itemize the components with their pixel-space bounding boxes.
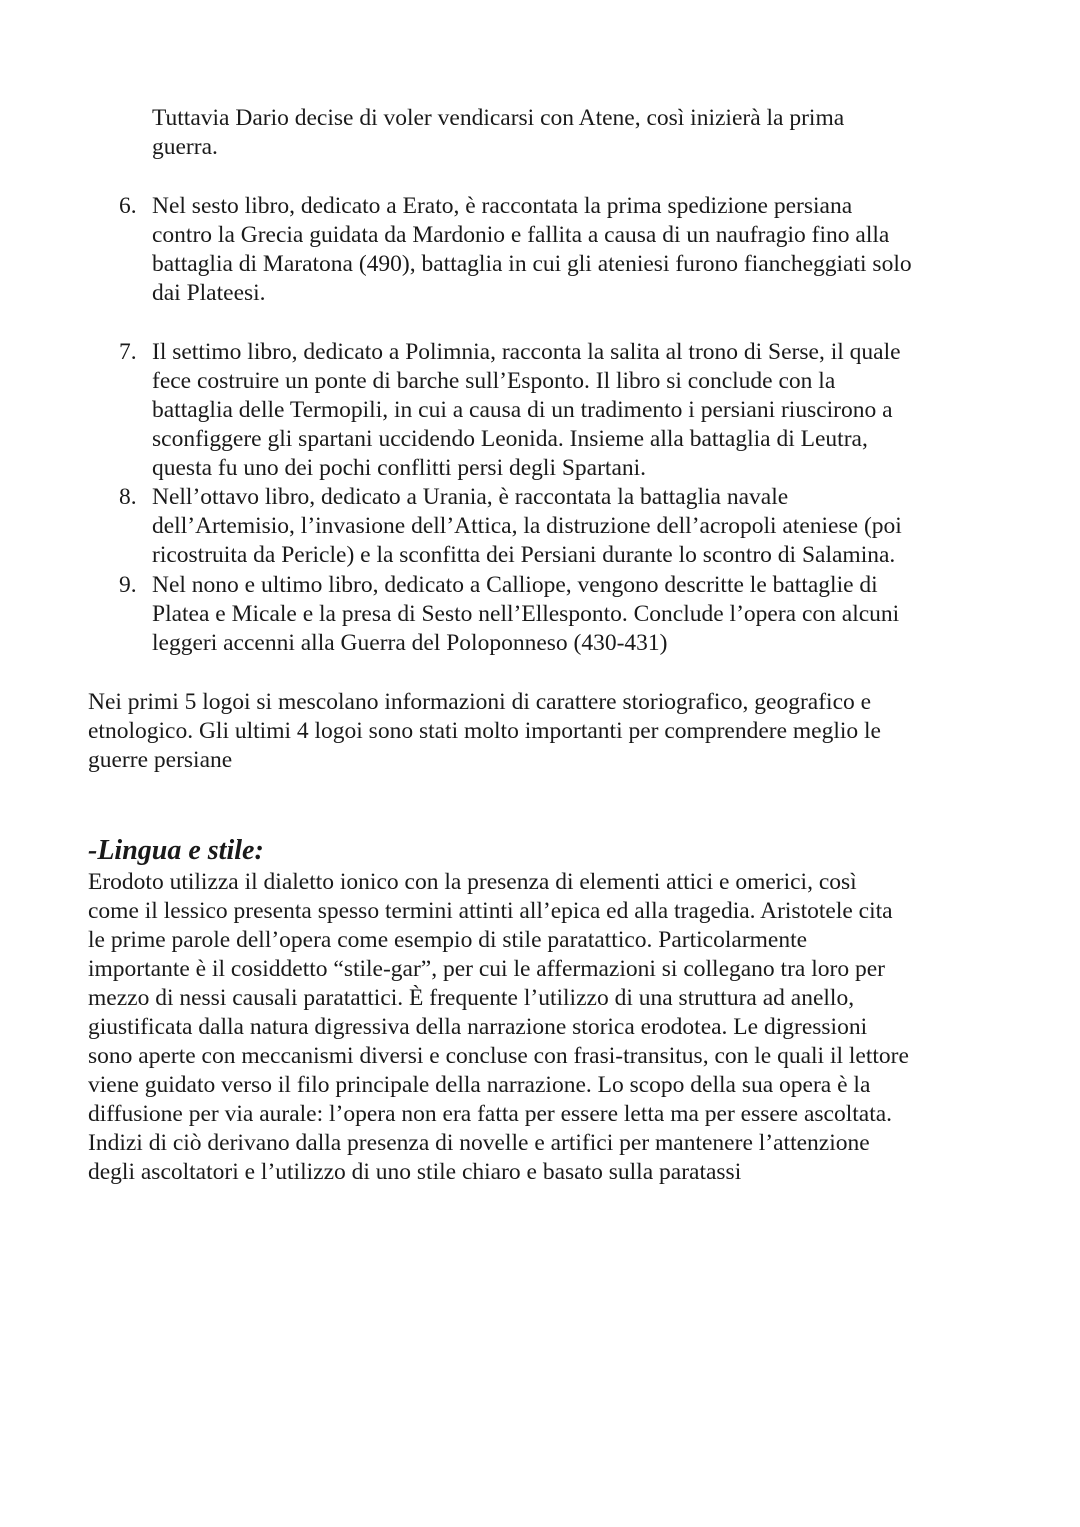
text-line: guerre persiane [88, 747, 233, 773]
text-line: degli ascoltatori e l’utilizzo di uno stile chiaro e basato sulla paratassi [88, 1159, 742, 1185]
text-line: Il settimo libro, dedicato a Polimnia, racconta la salita al trono di Serse, il quale [152, 339, 901, 365]
list-number: 7. [119, 339, 137, 365]
text-line: giustificata dalla natura digressiva della narrazione storica erodotea. Le digressioni [88, 1014, 868, 1040]
text-line: mezzo di nessi causali paratattici. È frequente l’utilizzo di una struttura ad anello, [88, 985, 855, 1011]
text-line: fece costruire un ponte di barche sull’Esponto. Il libro si conclude con la [152, 368, 836, 394]
text-line: ricostruita da Pericle) e la sconfitta dei Persiani durante lo scontro di Salamina. [152, 542, 896, 568]
text-line: guerra. [152, 134, 218, 160]
text-line: sono aperte con meccanismi diversi e concluse con frasi-transitus, con le quali il lettore [88, 1043, 909, 1069]
text-line: viene guidato verso il filo principale della narrazione. Lo scopo della sua opera è la [88, 1072, 871, 1098]
text-line: battaglia di Maratona (490), battaglia in cui gli ateniesi furono fiancheggiati solo [152, 251, 912, 277]
text-line: contro la Grecia guidata da Mardonio e fallita a causa di un naufragio fino alla [152, 222, 890, 248]
text-line: diffusione per via aurale: l’opera non era fatta per essere letta ma per essere ascoltata. [88, 1101, 893, 1127]
text-line: Indizi di ciò derivano dalla presenza di novelle e artifici per mantenere l’attenzione [88, 1130, 870, 1156]
text-line: sconfiggere gli spartani uccidendo Leonida. Insieme alla battaglia di Leutra, [152, 426, 868, 452]
text-line: dell’Artemisio, l’invasione dell’Attica, la distruzione dell’acropoli ateniese (poi [152, 513, 902, 539]
list-number: 9. [119, 572, 137, 598]
text-line: Nei primi 5 logoi si mescolano informazioni di carattere storiografico, geografico e [88, 689, 872, 715]
text-line: Platea e Micale e la presa di Sesto nell’Ellesponto. Conclude l’opera con alcuni [152, 601, 900, 627]
text-line: le prime parole dell’opera come esempio di stile paratattico. Particolarmente [88, 927, 808, 953]
text-line: Erodoto utilizza il dialetto ionico con la presenza di elementi attici e omerici, così [88, 869, 857, 895]
text-line: Nel nono e ultimo libro, dedicato a Calliope, vengono descritte le battaglie di [152, 572, 878, 598]
text-line: Nell’ottavo libro, dedicato a Urania, è raccontata la battaglia navale [152, 484, 789, 510]
text-line: battaglia delle Termopili, in cui a causa di un tradimento i persiani riuscirono a [152, 397, 893, 423]
list-number: 8. [119, 484, 137, 510]
text-line: etnologico. Gli ultimi 4 logoi sono stati molto importanti per comprendere meglio le [88, 718, 881, 744]
text-line: Nel sesto libro, dedicato a Erato, è raccontata la prima spedizione persiana [152, 193, 853, 219]
list-number: 6. [119, 193, 137, 219]
text-line: Tuttavia Dario decise di voler vendicarsi con Atene, così inizierà la prima [152, 105, 845, 131]
section-heading: -Lingua e stile: [88, 835, 264, 866]
text-line: come il lessico presenta spesso termini attinti all’epica ed alla tragedia. Aristotele cita [88, 898, 893, 924]
text-line: questa fu uno dei pochi conflitti persi degli Spartani. [152, 455, 647, 481]
text-line: dai Plateesi. [152, 280, 266, 306]
text-line: importante è il cosiddetto “stile-gar”, per cui le affermazioni si collegano tra loro per [88, 956, 885, 982]
text-line: leggeri accenni alla Guerra del Poloponneso (430-431) [152, 630, 668, 656]
